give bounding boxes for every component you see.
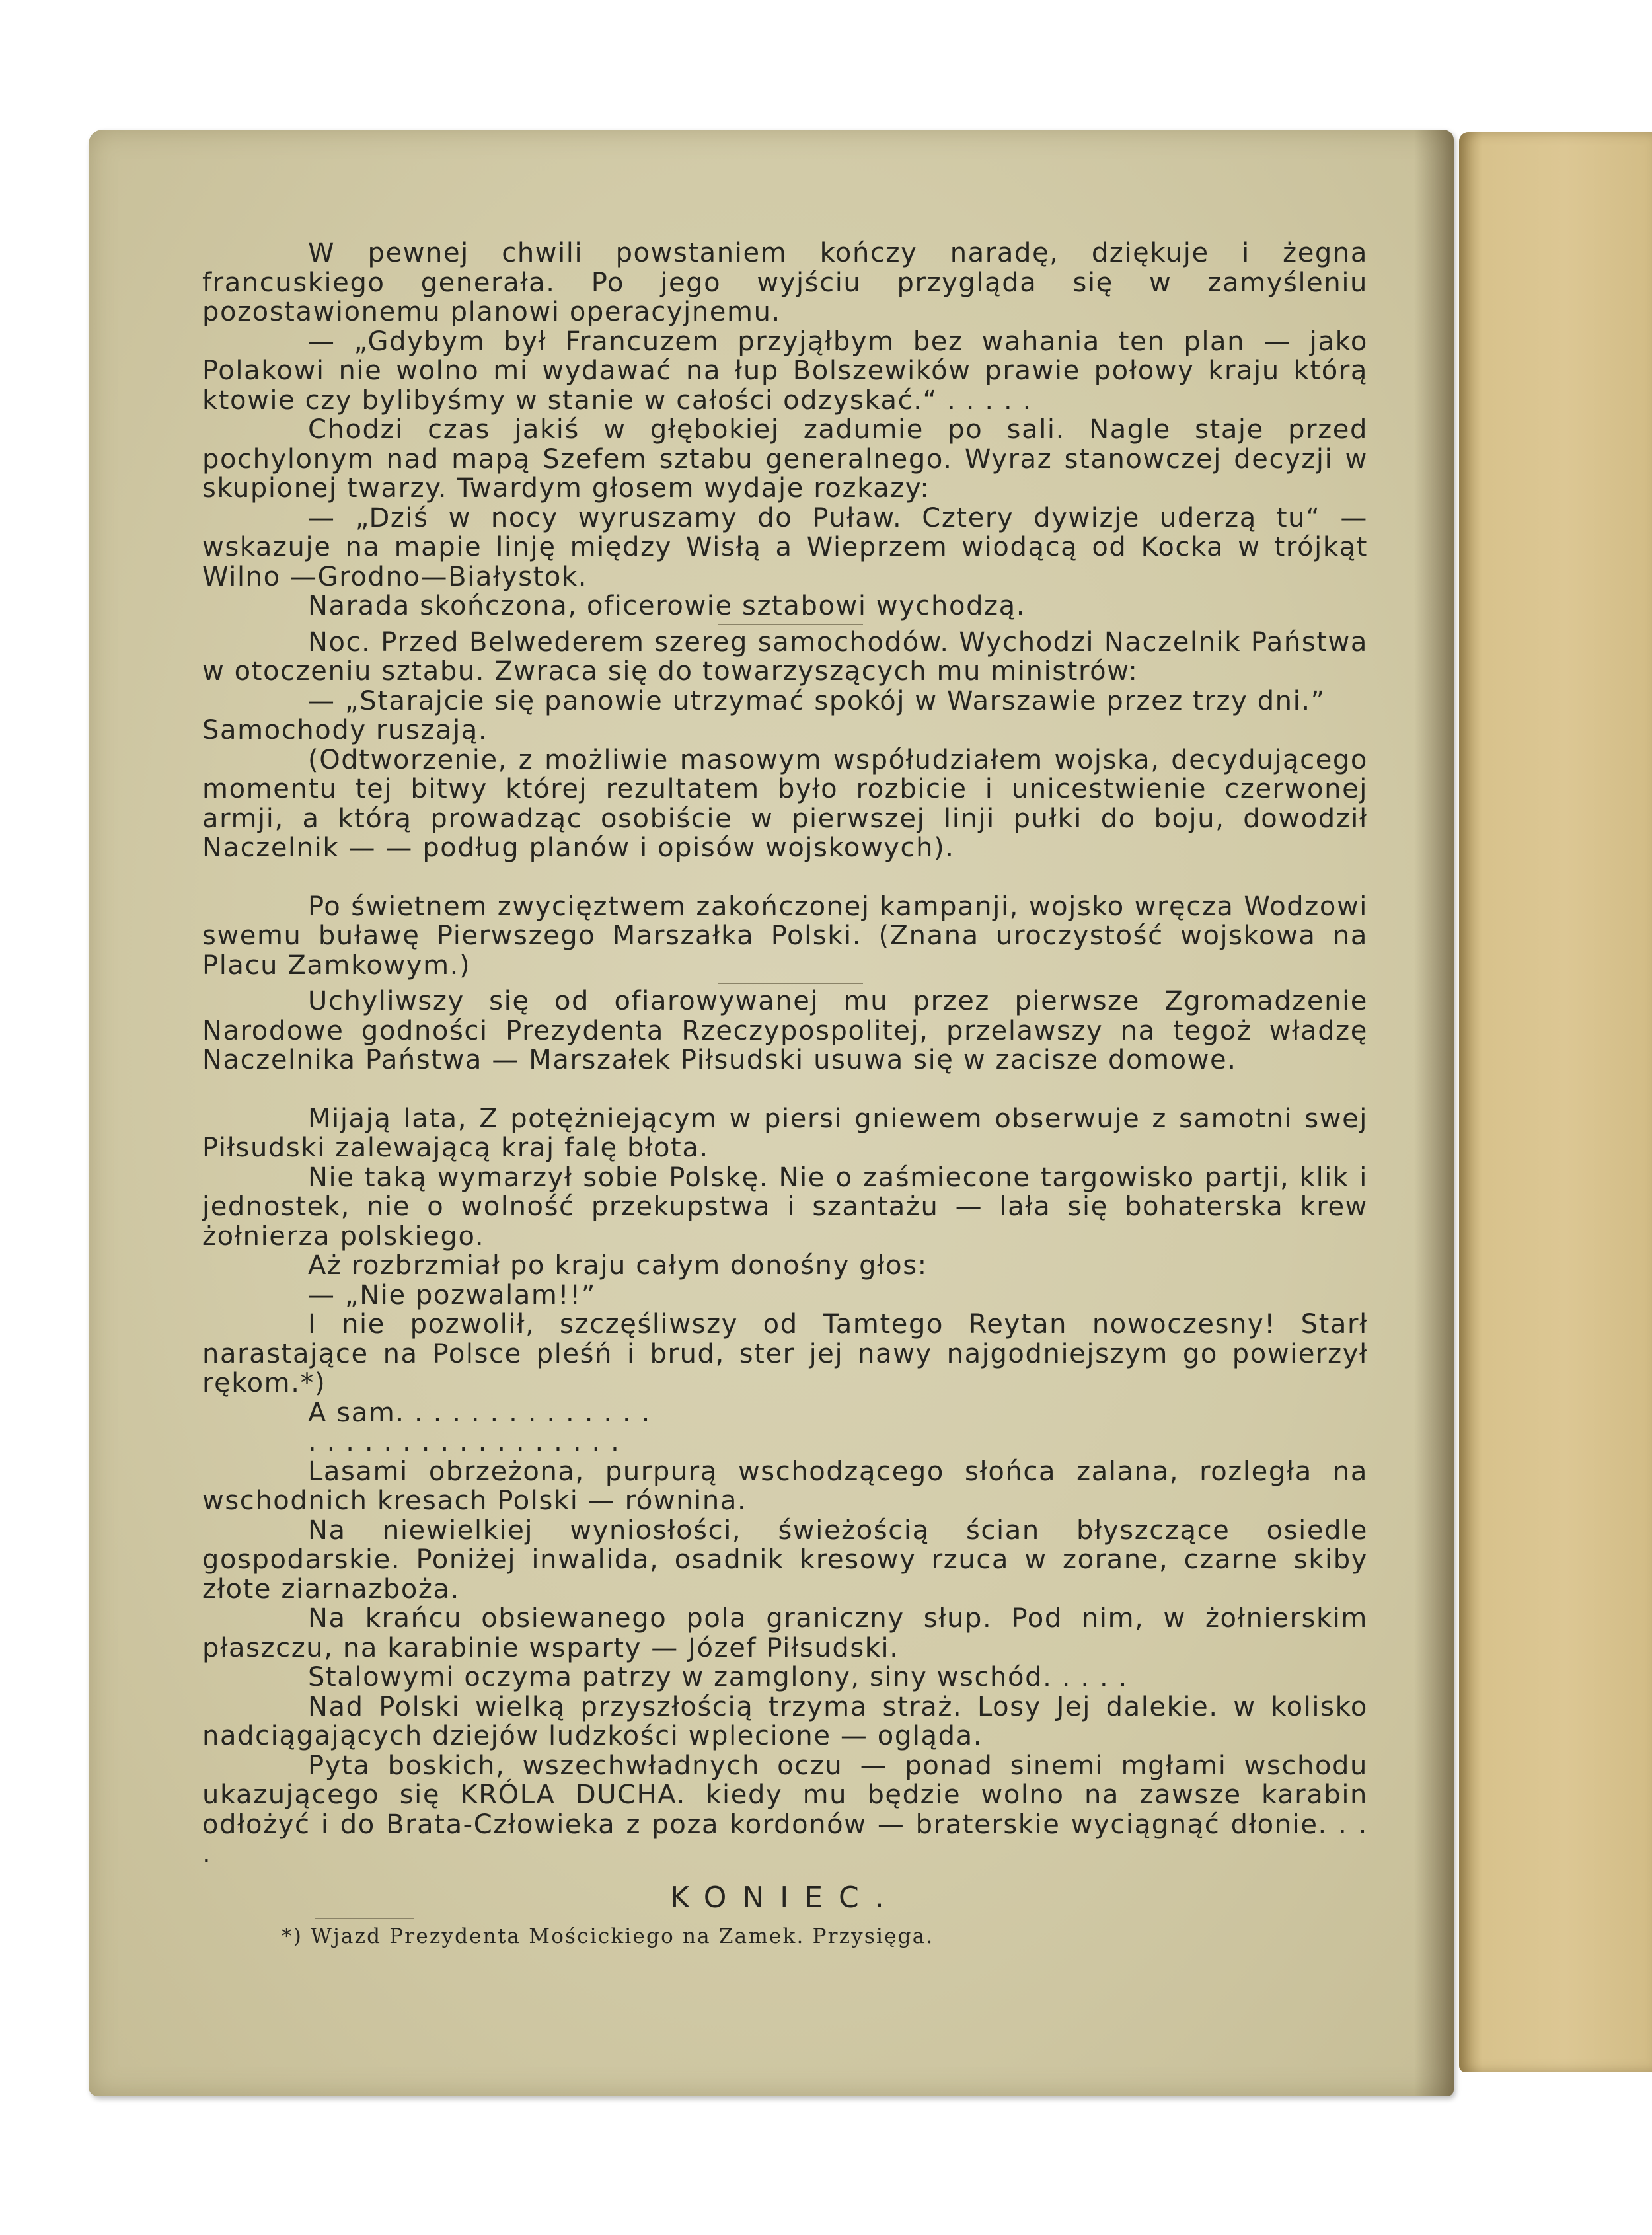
paragraph: — „Gdybym był Francuzem przyjąłbym bez wahania ten plan — jako Polakowi nie wolno mi wydawać na łup Bolszewików prawie połowy kraju którą ktowie czy bylibyśmy w stanie w całości odzyskać.“ . . . . . bbox=[202, 326, 1368, 416]
paragraph: W pewnej chwili powstaniem kończy naradę, dziękuje i żegna francuskiego generała. Po jego wyjściu przygląda się w zamyśleniu pozostawionemu planowi operacyjnemu. bbox=[202, 238, 1368, 327]
paragraph: A sam. . . . . . . . . . . . . . bbox=[308, 1397, 651, 1428]
paragraph: — „Starajcie się panowie utrzymać spokój w Warszawie przez trzy dni.” bbox=[308, 685, 1326, 716]
paragraph: Lasami obrzeżona, purpurą wschodzącego słońca zalana, rozległa na wschodnich kresach Polski — równina. bbox=[202, 1456, 1368, 1516]
paragraph: — „Nie pozwalam!!” bbox=[308, 1279, 597, 1310]
paragraph: Mijają lata, Z potężniejącym w piersi gniewem obserwuje z samotni swej Piłsudski zalewającą kraj falę błota. bbox=[202, 1103, 1368, 1163]
paragraph: Po świetnem zwycięztwem zakończonej kampanji, wojsko wręcza Wodzowi swemu buławę Pierwszego Marszałka Polski. (Znana uroczystość wojskowa na Placu Zamkowym.) bbox=[202, 891, 1368, 981]
paragraph: Uchyliwszy się od ofiarowywanej mu przez pierwsze Zgromadzenie Narodowe godności Prezydenta Rzeczypospolitej, przelawszy na tegoż władzę Naczelnika Państwa — Marszałek Piłsudski usuwa się w zacisze domowe. bbox=[202, 986, 1368, 1075]
paragraph: Nad Polski wielką przyszłością trzyma straż. Losy Jej dalekie. w kolisko nadciągających dziejów ludzkości wplecione — ogląda. bbox=[202, 1691, 1368, 1751]
paragraph: Noc. Przed Belwederem szereg samochodów. Wychodzi Naczelnik Państwa w otoczeniu sztabu. Zwraca się do towarzyszących mu ministrów: bbox=[202, 626, 1368, 687]
paragraph: Aż rozbrzmiał po kraju całym donośny głos: bbox=[308, 1250, 928, 1281]
book-page bbox=[89, 130, 1454, 2096]
section-divider bbox=[718, 624, 863, 625]
section-divider bbox=[718, 983, 863, 984]
paragraph: Nie taką wymarzył sobie Polskę. Nie o zaśmiecone targowisko partji, klik i jednostek, nie o wolność przekupstwa i szantażu — lała się bohaterska krew żołnierza polskiego. bbox=[202, 1162, 1368, 1252]
end-heading: KONIEC. bbox=[670, 1880, 900, 1914]
footnote-rule bbox=[315, 1918, 414, 1919]
footnote: *) Wjazd Prezydenta Mościckiego na Zamek. Przysięga. bbox=[282, 1924, 934, 1948]
paragraph: (Odtworzenie, z możliwie masowym współudziałem wojska, decydującego momentu tej bitwy której rezultatem było rozbicie i unicestwienie czerwonej armji, a którą prowadząc osobiście w pierwszej linji pułki do boju, dowodził Naczelnik — — podług planów i opisów wojskowych). bbox=[202, 744, 1368, 863]
paragraph: Na krańcu obsiewanego pola graniczny słup. Pod nim, w żołnierskim płaszczu, na karabinie wsparty — Józef Piłsudski. bbox=[202, 1603, 1368, 1663]
paragraph: Pyta boskich, wszechwładnych oczu — ponad sinemi mgłami wschodu ukazującego się KRÓLA DUCHA. kiedy mu będzie wolno na zawsze karabin odłożyć i do Brata-Człowieka z poza kordonów — braterskie wyciągnąć dłonie. . . . bbox=[202, 1750, 1368, 1869]
next-page-edge bbox=[1459, 132, 1652, 2072]
paragraph: Stalowymi oczyma patrzy w zamglony, siny wschód. . . . . bbox=[308, 1662, 1128, 1692]
paragraph: Na niewielkiej wyniosłości, świeżością ścian błyszczące osiedle gospodarskie. Poniżej inwalida, osadnik kresowy rzuca w zorane, czarne skiby złote ziarnazboża. bbox=[202, 1515, 1368, 1605]
paragraph: Chodzi czas jakiś w głębokiej zadumie po sali. Nagle staje przed pochylonym nad mapą Szefem sztabu generalnego. Wyraz stanowczej decyzji w skupionej twarzy. Twardym głosem wydaje rozkazy: bbox=[202, 414, 1368, 504]
paragraph: Samochody ruszają. bbox=[202, 715, 488, 745]
paragraph: I nie pozwolił, szczęśliwszy od Tamtego Reytan nowoczesny! Starł narastające na Polsce pleśń i brud, ster jej nawy najgodniejszym go powierzył rękom.*) bbox=[202, 1309, 1368, 1398]
paragraph: Narada skończona, oficerowie sztabowi wychodzą. bbox=[308, 591, 1026, 621]
page-text bbox=[202, 239, 1368, 1951]
paragraph: . . . . . . . . . . . . . . . . . bbox=[308, 1427, 620, 1457]
paragraph: — „Dziś w nocy wyruszamy do Puław. Cztery dywizje uderzą tu“ — wskazuje na mapie linję między Wisłą a Wieprzem wiodącą od Kocka w trójkąt Wilno —Grodno—Białystok. bbox=[202, 502, 1368, 592]
